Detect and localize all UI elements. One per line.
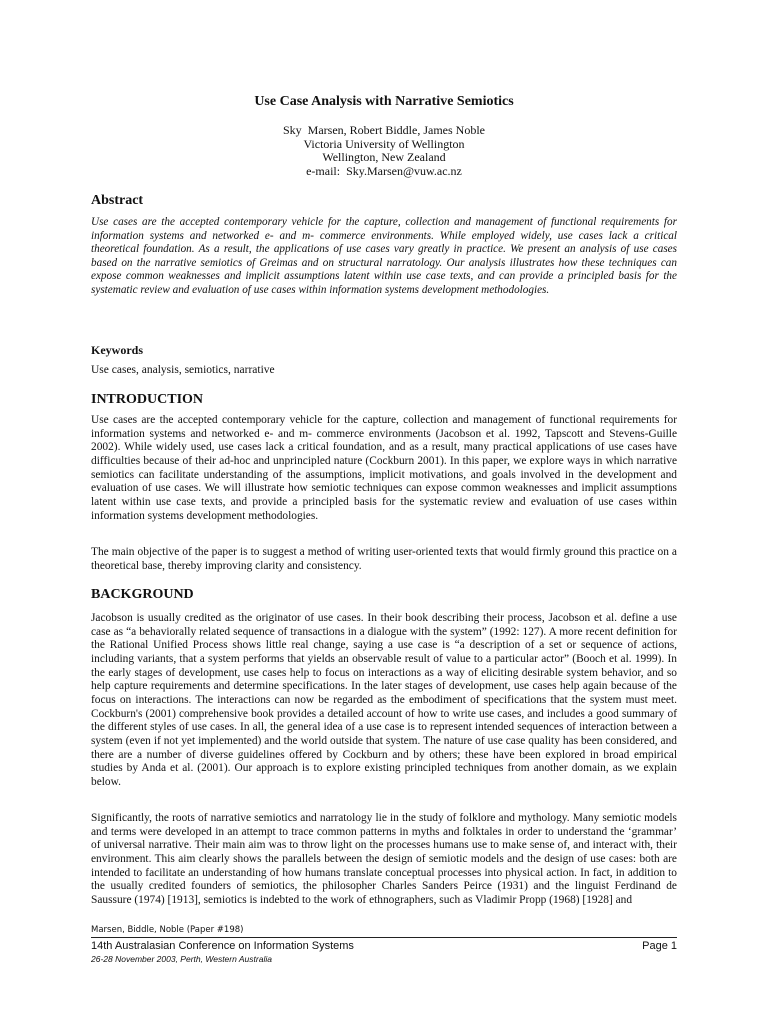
author-block [91,124,677,178]
keywords-text: Use cases, analysis, semiotics, narrative [91,364,275,376]
author-email: e-mail: Sky.Marsen@vuw.ac.nz [306,163,462,178]
abstract-heading: Abstract [91,193,144,208]
background-paragraph-2: Significantly, the roots of narrative semiotics and narratology lie in the study of folklore and mythology. Many semiotic models and terms were developed in an attempt to trace common patterns in myths and folktales in order to understand the ‘grammar’ of universal narrative. Their main aim was to throw light on the processes humans use to make sense of, and interact with, their environment. This aim clearly shows the parallels between the design of semiotic models and the design of use cases: both are intended to facilitate an understanding of how humans translate conceptual processes into physical action. In fact, in addition to the usually credited founders of semiotics, the philosopher Charles Sanders Peirce (1931) and the linguist Ferdinand de Saussure (1974) [1913], semiotics is indebted to the work of ethnographers, such as Vladimir Propp (1968) [1928] and [91,812,677,906]
footer-divider [91,937,677,938]
page-number: Page 1 [642,940,677,952]
footer-date-place: 26-28 November 2003, Perth, Western Australia [91,954,272,964]
running-head: Marsen, Biddle, Noble (Paper #198) [91,925,244,935]
author-location: Wellington, New Zealand [322,150,446,165]
keywords-heading: Keywords [91,343,143,357]
abstract-text: Use cases are the accepted contemporary vehicle for the capture, collection and management of functional requirements for information systems and networked e- and m- commerce environments. While employed widely, use cases lack a critical theoretical foundation. As a result, the applications of use cases vary greatly in practice. We present an analysis of use cases based on the narrative semiotics of Greimas and on structural narratology. Our analysis illustrates how these techniques can expose common weaknesses and implicit assumptions latent within use case texts, and can provide a principled basis for the systematic review and evaluation of use cases within information systems development methodologies. [91,216,677,296]
introduction-paragraph-2: The main objective of the paper is to suggest a method of writing user-oriented texts that would firmly ground this practice on a theoretical base, thereby improving clarity and consistency. [91,546,677,572]
paper-title: Use Case Analysis with Narrative Semiotics [254,94,514,109]
background-heading: BACKGROUND [91,587,194,602]
introduction-paragraph-1: Use cases are the accepted contemporary vehicle for the capture, collection and management of functional requirements for information systems and networked e- and m- commerce environments (Jacobson et al. 1992, Tapscott and Stevens-Guille 2002). While widely used, use cases lack a critical foundation, and as a result, many practical applications of use cases have difficulties because of their ad-hoc and unprincipled nature (Cockburn 2001). In this paper, we explore ways in which narrative semiotics can facilitate understanding of the assumptions, implicit motivations, and goals involved in the development and evaluation of use cases. We will illustrate how semiotic techniques can expose common weaknesses and implicit assumptions latent within use case texts, and provide a principled basis for the systematic review and evaluation of use cases within information systems development methodologies. [91,414,677,522]
author-names: Sky Marsen, Robert Biddle, James Noble [283,123,485,137]
background-paragraph-1: Jacobson is usually credited as the originator of use cases. In their book describing their process, Jacobson et al. define a use case as “a behaviorally related sequence of transactions in a dialogue with the system” (1992: 127). A more recent definition for the Rational Unified Process shows little real change, saying a use case is “a description of a set or sequence of actions, including variants, that a system performs that yields an observable result of value to a particular actor” (Booch et al. 1999). In the early stages of development, use cases help to focus on interactions as a way of eliciting desirable system behavior, and so help capture requirements and determine specifications. In the later stages of development, use cases help again because of the focus on interactions. The interactions can now be regarded as the embodiment of specifications that the system must meet. Cockburn's (2001) comprehensive book provides a detailed account of how to write use cases, and includes a good summary of the different styles of use cases. In all, the general idea of a use case is to represent intended sequences of interaction between a system (even if not yet implemented) and the world outside that system. The nature of use case quality has been considered, and there are a number of diverse guidelines offered by Cockburn and by others; these have been explored in broad empirical studies by Anda et al. (2001). Our approach is to explore existing principled techniques from another domain, as we explain below. [91,612,677,788]
introduction-heading: INTRODUCTION [91,392,204,407]
footer-conference: 14th Australasian Conference on Information Systems [91,940,354,952]
author-affiliation: Victoria University of Wellington [303,136,465,151]
